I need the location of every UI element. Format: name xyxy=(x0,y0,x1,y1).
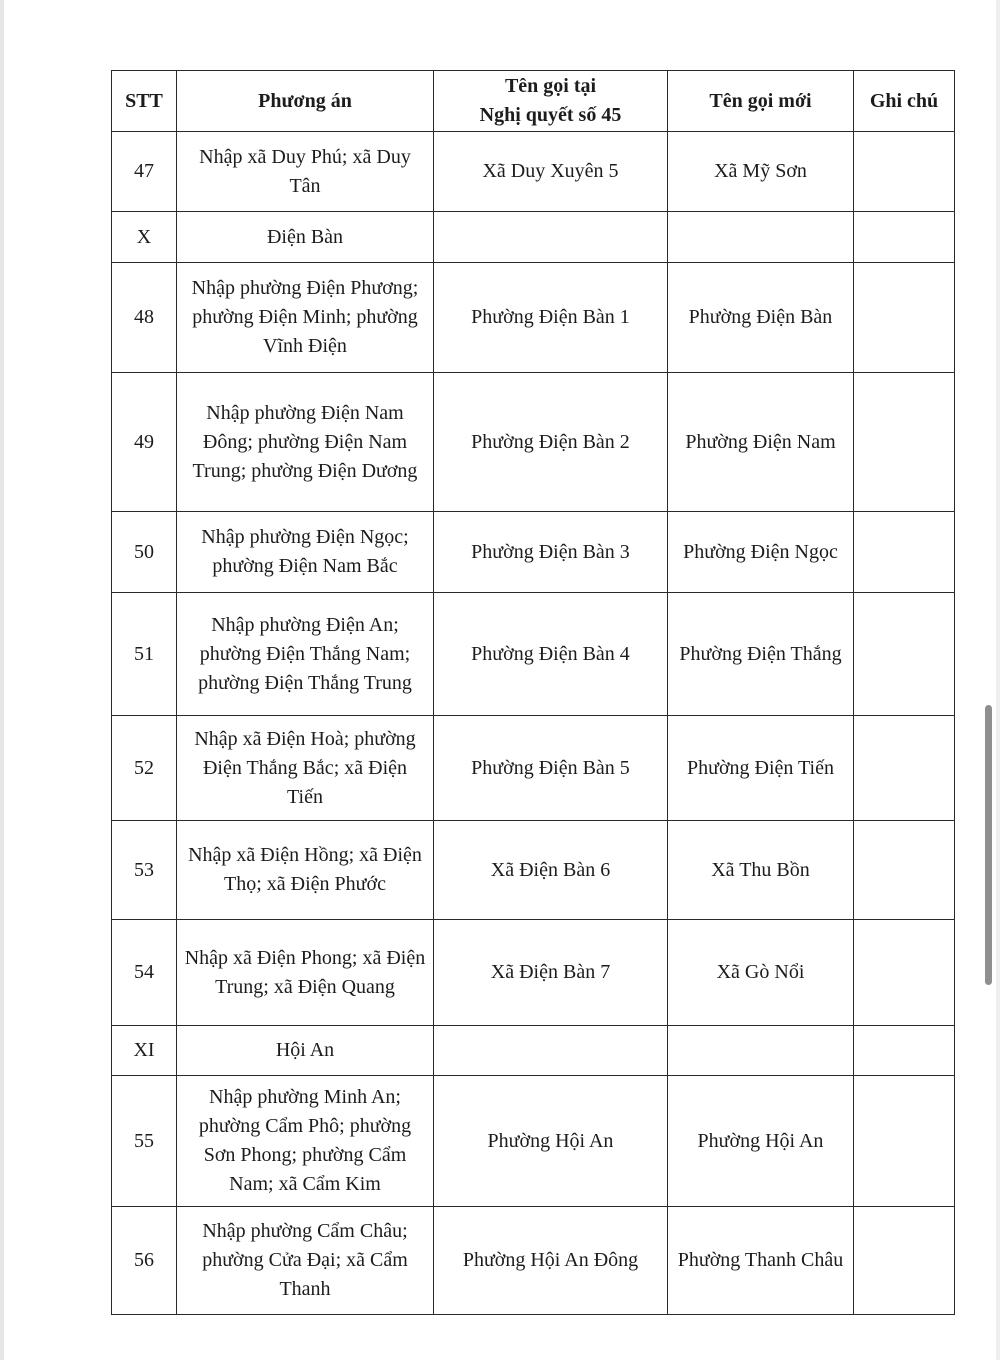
table-row xyxy=(112,1207,955,1315)
row-ghi-chu xyxy=(854,593,955,716)
row-stt: 56 xyxy=(112,1207,177,1315)
row-phuong-an: Nhập phường Điện An; phường Điện Thắng Nam; phường Điện Thắng Trung xyxy=(177,593,434,716)
row-phuong-an: Nhập xã Điện Hoà; phường Điện Thắng Bắc; xã Điện Tiến xyxy=(177,716,434,821)
row-phuong-an: Nhập phường Điện Phương; phường Điện Minh; phường Vĩnh Điện xyxy=(177,263,434,373)
row-ten-moi: Phường Điện Bàn xyxy=(668,263,854,373)
row-ghi-chu xyxy=(854,920,955,1026)
section-empty-cell xyxy=(668,1026,854,1076)
row-ten-goi: Phường Hội An xyxy=(434,1076,668,1207)
section-empty-cell xyxy=(854,212,955,263)
section-row xyxy=(112,1026,955,1076)
row-ten-goi: Xã Duy Xuyên 5 xyxy=(434,132,668,212)
header-phuong-an: Phương án xyxy=(177,71,434,132)
row-phuong-an: Nhập phường Minh An; phường Cẩm Phô; phường Sơn Phong; phường Cẩm Nam; xã Cẩm Kim xyxy=(177,1076,434,1207)
row-ten-moi: Phường Điện Ngọc xyxy=(668,512,854,593)
row-ten-moi: Phường Điện Tiến xyxy=(668,716,854,821)
row-phuong-an: Nhập xã Điện Hồng; xã Điện Thọ; xã Điện Phước xyxy=(177,821,434,920)
row-ghi-chu xyxy=(854,821,955,920)
row-phuong-an: Nhập xã Duy Phú; xã Duy Tân xyxy=(177,132,434,212)
row-phuong-an: Nhập phường Điện Nam Đông; phường Điện Nam Trung; phường Điện Dương xyxy=(177,373,434,512)
table-row xyxy=(112,1076,955,1207)
row-ten-moi: Phường Hội An xyxy=(668,1076,854,1207)
row-stt: 53 xyxy=(112,821,177,920)
section-title: Điện Bàn xyxy=(177,212,434,263)
row-ghi-chu xyxy=(854,716,955,821)
header-stt: STT xyxy=(112,71,177,132)
table-row xyxy=(112,263,955,373)
row-ten-goi: Phường Điện Bàn 3 xyxy=(434,512,668,593)
window-right-edge xyxy=(996,0,1000,1360)
row-stt: 47 xyxy=(112,132,177,212)
header-ten-goi-line1: Tên gọi tại xyxy=(504,75,597,97)
table-row xyxy=(112,512,955,593)
row-ten-moi: Phường Điện Thắng xyxy=(668,593,854,716)
section-number: XI xyxy=(112,1026,177,1076)
section-row xyxy=(112,212,955,263)
row-ghi-chu xyxy=(854,263,955,373)
row-ten-goi: Phường Hội An Đông xyxy=(434,1207,668,1315)
section-empty-cell xyxy=(668,212,854,263)
table-row xyxy=(112,593,955,716)
row-stt: 54 xyxy=(112,920,177,1026)
row-ten-moi: Phường Thanh Châu xyxy=(668,1207,854,1315)
row-ghi-chu xyxy=(854,512,955,593)
header-ghi-chu: Ghi chú xyxy=(854,71,955,132)
row-ten-moi: Xã Thu Bồn xyxy=(668,821,854,920)
row-stt: 55 xyxy=(112,1076,177,1207)
row-ten-goi: Phường Điện Bàn 2 xyxy=(434,373,668,512)
header-ten-goi-nghi-quyet xyxy=(434,71,668,132)
row-stt: 50 xyxy=(112,512,177,593)
table-row xyxy=(112,716,955,821)
section-empty-cell xyxy=(434,212,668,263)
header-ten-goi-moi: Tên gọi mới xyxy=(668,71,854,132)
row-stt: 51 xyxy=(112,593,177,716)
row-ten-goi: Phường Điện Bàn 1 xyxy=(434,263,668,373)
row-ten-goi: Phường Điện Bàn 4 xyxy=(434,593,668,716)
row-ten-moi: Xã Mỹ Sơn xyxy=(668,132,854,212)
section-number: X xyxy=(112,212,177,263)
row-ghi-chu xyxy=(854,373,955,512)
row-ten-goi: Xã Điện Bàn 6 xyxy=(434,821,668,920)
window-left-edge xyxy=(0,0,4,1360)
row-phuong-an: Nhập phường Điện Ngọc; phường Điện Nam Bắc xyxy=(177,512,434,593)
row-phuong-an: Nhập xã Điện Phong; xã Điện Trung; xã Điện Quang xyxy=(177,920,434,1026)
row-ten-moi: Xã Gò Nổi xyxy=(668,920,854,1026)
table-row xyxy=(112,373,955,512)
row-stt: 48 xyxy=(112,263,177,373)
section-empty-cell xyxy=(854,1026,955,1076)
row-ten-goi: Xã Điện Bàn 7 xyxy=(434,920,668,1026)
row-ghi-chu xyxy=(854,1076,955,1207)
section-empty-cell xyxy=(434,1026,668,1076)
row-stt: 52 xyxy=(112,716,177,821)
row-ten-goi: Phường Điện Bàn 5 xyxy=(434,716,668,821)
table-row xyxy=(112,920,955,1026)
row-ghi-chu xyxy=(854,132,955,212)
commune-merger-table xyxy=(111,70,955,1315)
section-title: Hội An xyxy=(177,1026,434,1076)
table-row xyxy=(112,132,955,212)
table-header-row xyxy=(112,71,955,132)
row-stt: 49 xyxy=(112,373,177,512)
row-ten-moi: Phường Điện Nam xyxy=(668,373,854,512)
vertical-scrollbar-thumb[interactable] xyxy=(985,705,992,985)
header-ten-goi-line2: Nghị quyết số 45 xyxy=(479,104,622,126)
row-phuong-an: Nhập phường Cẩm Châu; phường Cửa Đại; xã Cẩm Thanh xyxy=(177,1207,434,1315)
table-row xyxy=(112,821,955,920)
row-ghi-chu xyxy=(854,1207,955,1315)
